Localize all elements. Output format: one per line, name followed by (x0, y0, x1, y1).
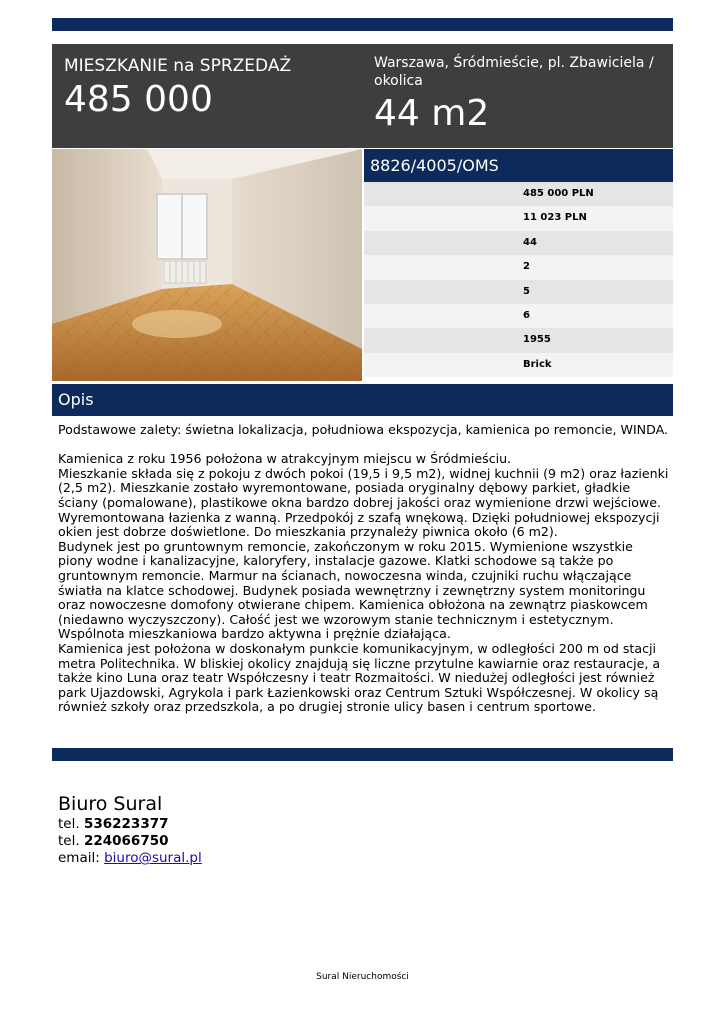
listing-header (52, 44, 673, 148)
parameters-table (364, 182, 673, 377)
bottom-decorative-bar (52, 748, 673, 761)
phone-number-2[interactable]: 224066750 (83, 833, 169, 849)
description-body: Kamienica z roku 1956 położona w atrakcyjnym miejscu w Śródmieściu. Mieszkanie składa się z pokoju z dwóch pokoi (19,5 i 9,5 m2), widnej kuchnii (9 m2) oraz łazienki (2,5 m2). Mieszkanie zostało wyremontowane, posiada oryginalny dębowy parkiet, gładkie ściany (pomalowane), plastikowe okna bardzo dobrej jakości oraz wymienione drzwi wejściowe. Wyremontowana łazienka z wanną. Przedpokój z szafą wnękową. Dzięki południowej ekspozycji okien jest dobrze doświetlone. Do mieszkania przynależy piwnica około (6 m2). Budynek jest po gruntownym remoncie, zakończonym w roku 2015. Wymienione wszystkie piony wodne i kanalizacyjne, kaloryfery, instalacje gazowe. Klatki schodowe są także po gruntownym remoncie. Marmur na ścianach, nowoczesna winda, czujniki ruchu włączające światła na klatce schodowej. Budynek posiada wewnętrzny i zewnętrzny system monitoringu oraz nowoczesne domofony otwierane chipem. Kamienica obłożona na zewnątrz piaskowcem (niedawno wyczyszczony). Całość jest we wzorowym stanie technicznym i estetycznym. Wspólnota mieszkaniowa bardzo aktywna i prężnie działająca. Kamienica jest położona w doskonałym punkcie komunikacyjnym, w odległości 200 m od stacji metra Politechnika. W bliskiej okolicy znajdują się liczne przytulne kawiarnie oraz restauracje, a także kino Luna oraz teatr Współczesny i teatr Rozmaitości. W niedużej odległości jest również park Ujazdowski, Agrykola i park Łazienkowski oraz Centrum Sztuki Współczesnej. W okolicy są również szkoły oraz przedszkola, a po drugiej stronie ulicy basen i centrum sportowe. (58, 451, 669, 715)
param-row: 5 (364, 280, 673, 304)
top-decorative-bar (52, 18, 673, 31)
param-row: Brick (364, 353, 673, 377)
description-heading: Opis (52, 384, 673, 416)
description-intro: Podstawowe zalety: świetna lokalizacja, południowa ekspozycja, kamienica po remoncie, WINDA. (58, 422, 668, 437)
apartment-photo-image (52, 149, 362, 381)
phone-number-1[interactable]: 536223377 (83, 816, 169, 832)
email-label: email: (58, 850, 100, 866)
apartment-photo (52, 149, 362, 381)
header-right (374, 54, 666, 134)
header-left (64, 54, 291, 120)
email-line (58, 850, 202, 867)
listing-area: 44 m2 (374, 93, 490, 134)
param-row: 485 000 PLN (364, 182, 673, 206)
phone-line-1 (58, 816, 202, 833)
email-link[interactable]: biuro@sural.pl (104, 850, 202, 866)
param-row: 6 (364, 304, 673, 328)
agency-name: Biuro Sural (58, 793, 163, 815)
listing-type: MIESZKANIE na SPRZEDAŻ (64, 56, 292, 76)
reference-number: 8826/4005/OMS (364, 149, 673, 182)
tel-label: tel. (58, 816, 80, 832)
phone-line-2 (58, 833, 202, 850)
param-row: 1955 (364, 328, 673, 352)
param-row: 11 023 PLN (364, 206, 673, 230)
param-row: 2 (364, 255, 673, 279)
param-row: 44 (364, 231, 673, 255)
contact-block (58, 792, 202, 867)
listing-location: Warszawa, Śródmieście, pl. Zbawiciela / okolica (374, 55, 654, 89)
description-section (58, 423, 670, 715)
tel-label: tel. (58, 833, 80, 849)
page-footer: Sural Nieruchomości (316, 972, 409, 982)
listing-price: 485 000 (64, 79, 213, 120)
